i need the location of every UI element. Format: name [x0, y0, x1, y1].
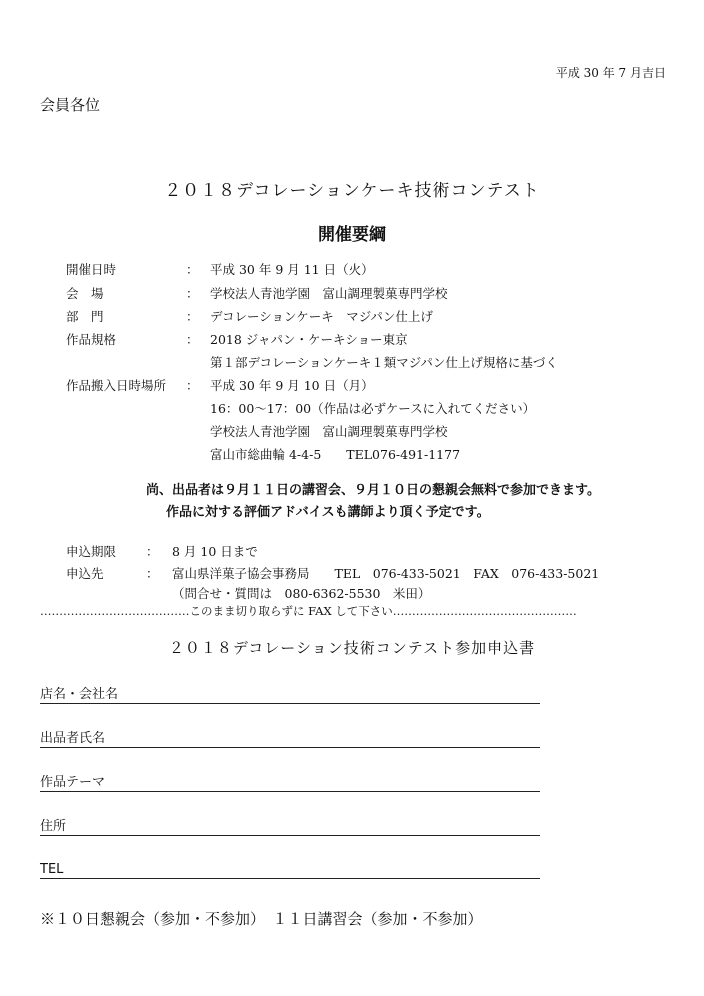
detail-colon: ： — [186, 332, 199, 347]
application-value: 富山県洋菓子協会事務局 TEL 076-433-5021 FAX 076-433-5021 — [172, 566, 600, 581]
form-field-shop-name[interactable] — [40, 681, 540, 704]
note-line-2: 作品に対する評価アドバイスも講師より頂く予定です。 — [166, 505, 490, 520]
document-subtitle: 開催要綱 — [318, 225, 386, 245]
detail-colon: ： — [186, 309, 199, 324]
note-line-1: 尚、出品者は９月１１日の講習会、９月１０日の懇親会無料で参加できます。 — [146, 483, 600, 498]
detail-value: 平成 30 年 9 月 10 日（月） — [210, 378, 374, 393]
detail-colon: ： — [186, 378, 199, 393]
form-field-entrant-name[interactable] — [40, 725, 540, 748]
application-value: （問合せ・質問は 080-6362-5530 米田） — [172, 586, 431, 601]
application-label: 申込期限 — [66, 544, 117, 559]
issue-date: 平成 30 年 7 月吉日 — [555, 66, 666, 80]
detail-colon: ： — [186, 262, 199, 277]
detail-label: 部 門 — [66, 309, 104, 324]
detail-label: 開催日時 — [66, 262, 117, 277]
form-field-label: 作品テーマ — [40, 775, 106, 790]
detail-colon: ： — [186, 286, 199, 301]
detail-value: 学校法人青池学園 富山調理製菓専門学校 — [210, 424, 448, 439]
detail-value: 第１部デコレーションケーキ１類マジパン仕上げ規格に基づく — [210, 355, 558, 370]
detail-value: 学校法人青池学園 富山調理製菓専門学校 — [210, 286, 448, 301]
form-field-tel[interactable] — [40, 856, 540, 879]
detail-value: 平成 30 年 9 月 11 日（火） — [210, 262, 374, 277]
attendance-options[interactable]: ※１０日懇親会（参加・不参加） １１日講習会（参加・不参加） — [40, 910, 483, 928]
form-field-label: 出品者氏名 — [40, 731, 106, 746]
cut-line: …………………………………このまま切り取らずに FAX して下さい………………………………………… — [40, 604, 577, 618]
form-field-label: 住所 — [40, 819, 67, 834]
form-field-label: 店名・会社名 — [40, 687, 119, 702]
form-field-label: TEL — [40, 862, 64, 877]
detail-label: 作品搬入日時場所 — [66, 378, 167, 393]
document-title: ２０１８デコレーションケーキ技術コンテスト — [164, 181, 540, 201]
form-title: ２０１８デコレーション技術コンテスト参加申込書 — [168, 639, 536, 657]
application-colon: ： — [146, 544, 159, 559]
detail-value: 富山市総曲輪 4-4-5 TEL076-491-1177 — [210, 447, 461, 462]
detail-value: 2018 ジャパン・ケーキショー東京 — [210, 332, 408, 347]
detail-value: 16：00～17：00（作品は必ずケースに入れてください） — [210, 401, 536, 416]
form-field-address[interactable] — [40, 813, 540, 836]
greeting: 会員各位 — [40, 96, 101, 114]
detail-label: 作品規格 — [66, 332, 117, 347]
detail-value: デコレーションケーキ マジパン仕上げ — [210, 309, 433, 324]
detail-label: 会 場 — [66, 286, 104, 301]
application-colon: ： — [146, 566, 159, 581]
application-label: 申込先 — [66, 566, 104, 581]
form-field-theme[interactable] — [40, 769, 540, 792]
application-value: 8 月 10 日まで — [172, 544, 258, 559]
